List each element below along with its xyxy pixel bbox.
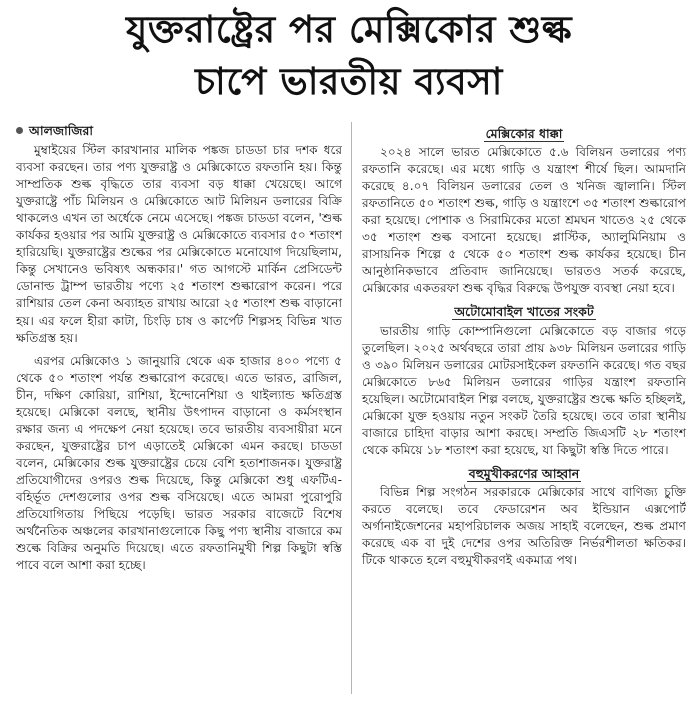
headline-line-1: যুক্তরাষ্ট্রের পর মেক্সিকোর শুল্ক — [125, 8, 573, 51]
byline — [16, 122, 342, 139]
section-heading: মেক্সিকোর ধাক্কা — [485, 126, 563, 141]
section-heading: অটোমোবাইল খাতের সংকট — [454, 304, 594, 320]
right-column — [362, 122, 686, 575]
body-paragraph: ২০২৪ সালে ভারত মেক্সিকোতে ৫.৬ বিলিয়ন ডলারের পণ্য রফতানি করেছে। এর মধ্যে গাড়ি ও যন্ত্রাংশ শীর্ষে ছিল। আমদানি করেছে ৪.০৭ বিলিয়ন ডলারের তেল ও খনিজ জ্বালানি। স্টিল রফতানিতে ৫০ শতাংশ শুল্ক, গাড়ি ও যন্ত্রাংশে ৩৫ শতাংশ শুল্কারোপ করা হয়েছে। পোশাক ও সিরামিকের মতো শ্রমঘন খাতেও ২৫ থেকে ৩৫ শতাংশ শুল্ক বসানো হয়েছে। প্লাস্টিক, অ্যালুমিনিয়াম ও রাসায়নিক শিল্পে ৫ থেকে ৫০ শতাংশ শুল্ক কার্যকর হয়েছে। চীন আনুষ্ঠানিকভাবে প্রতিবাদ জানিয়েছে। ভারতও সতর্ক করেছে, মেক্সিকোর একতরফা শুল্ক বৃদ্ধির বিরুদ্ধে উপযুক্ত ব্যবস্থা নেয়া হবে। — [362, 145, 686, 296]
bullet-icon — [16, 127, 23, 134]
byline-source: আলজাজিরা — [29, 123, 93, 138]
column-divider — [351, 122, 352, 694]
left-column — [16, 122, 342, 580]
body-paragraph: বিভিন্ন শিল্প সংগঠন সরকারকে মেক্সিকোর সাথে বাণিজ্য চুক্তি করতে বলেছে। তবে ফেডারেশন অব ইন্ডিয়ান এক্সপোর্ট অর্গানাইজেশনের মহাপরিচালক অজয় সাহাই বলেছেন, শুল্ক প্রমাণ করেছে এক বা দুই দেশের ওপর অতিরিক্ত নির্ভরশীলতা ক্ষতিকর। টিকে থাকতে হলে বহুমুখীকরণই একমাত্র পথ। — [362, 484, 686, 568]
body-paragraph: মুম্বাইয়ের স্টিল কারখানার মালিক পঙ্কজ চাডডা চার দশক ধরে ব্যবসা করছেন। তার পণ্য যুক্তরাষ্ট্র ও মেক্সিকোতে রফতানি হয়। কিন্তু সাম্প্রতিক শুল্ক বৃদ্ধিতে তার ব্যবসা বড় ধাক্কা খেয়েছে। আগে যুক্তরাষ্ট্রে পাঁচ মিলিয়ন ও মেক্সিকোতে আট মিলিয়ন ডলারের বিক্রি থাকলেও এখন তা অর্ধেকে নেমে এসেছে। পঙ্কজ চাডডা বলেন, 'শুল্ক কার্যকর হওয়ার পর আমি যুক্তরাষ্ট্র ও মেক্সিকোতে ব্যবসার ৫০ শতাংশ হারিয়েছি। যুক্তরাষ্ট্রের শুল্কের পর মেক্সিকোতে মনোযোগ দিয়েছিলাম, কিন্তু সেখানেও ভবিষ্যৎ অন্ধকার।' গত আগস্টে মার্কিন প্রেসিডেন্ট ডোনাল্ড ট্রাম্প ভারতীয় পণ্যে ২৫ শতাংশ শুল্কারোপ করেন। পরে রাশিয়ার তেল কেনা অব্যাহত রাখায় আরো ২৫ শতাংশ শুল্ক বাড়ানো হয়। এর ফলে হীরা কাটা, চিংড়ি চাষ ও কার্পেট শিল্পসহ বিভিন্ন খাত ক্ষতিগ্রস্ত হয়। — [16, 143, 342, 345]
headline-line-2: চাপে ভারতীয় ব্যবসা — [195, 60, 503, 103]
section-heading: বহুমুখীকরণের আহ্বান — [468, 465, 580, 481]
body-paragraph: এরপর মেক্সিকোও ১ জানুয়ারি থেকে এক হাজার ৪০০ পণ্যে ৫ থেকে ৫০ শতাংশ পর্যন্ত শুল্কারোপ করেছে। এতে ভারত, ব্রাজিল, চীন, দক্ষিণ কোরিয়া, রাশিয়া, ইন্দোনেশিয়া ও থাইল্যান্ড ক্ষতিগ্রস্ত হয়েছে। মেক্সিকো বলছে, স্থানীয় উৎপাদন বাড়ানো ও কর্মসংস্থান রক্ষার জন্য এ পদক্ষেপ নেয়া হয়েছে। তবে ভারতীয় ব্যবসায়ীরা মনে করছেন, যুক্তরাষ্ট্রের চাপ এড়াতেই মেক্সিকো এমন করছে। চাডডা বলেন, মেক্সিকোর শুল্ক যুক্তরাষ্ট্রের চেয়ে বেশি হতাশাজনক। যুক্তরাষ্ট্র প্রতিযোগীদের ওপরও শুল্ক দিয়েছে, কিন্তু মেক্সিকো শুধু এফটিএ-বহির্ভূত দেশগুলোর ওপর শুল্ক বসিয়েছে। এতে আমরা পুরোপুরি প্রতিযোগিতায় পিছিয়ে পড়েছি। ভারত সরকার বাজেটে বিশেষ অর্থনৈতিক অঞ্চলের কারখানাগুলোকে কিছু পণ্য স্থানীয় বাজারে কম শুল্কে বিক্রির অনুমতি দিয়েছে। এতে রফতানিমুখী শিল্প কিছুটা স্বস্তি পাবে বলে আশা করা হচ্ছে। — [16, 353, 342, 573]
body-paragraph: ভারতীয় গাড়ি কোম্পানিগুলো মেক্সিকোতে বড় বাজার গড়ে তুলেছিল। ২০২৫ অর্থবছরে তারা প্রায় ৯৩৮ মিলিয়ন ডলারের গাড়ি ও ৩৯০ মিলিয়ন ডলারের মোটরসাইকেল রফতানি করেছে। গত বছর মেক্সিকোতে ৮৬৫ মিলিয়ন ডলারের গাড়ির যন্ত্রাংশ রফতানি হয়েছিল। অটোমোবাইল শিল্প বলছে, যুক্তরাষ্ট্রের শুল্কে ক্ষতি হচ্ছিলই, মেক্সিকো যুক্ত হওয়ায় নতুন সংকট তৈরি হয়েছে। তবে তারা স্থানীয় বাজারে চাহিদা বাড়ার আশা করছে। সম্প্রতি জিএসটি ২৮ শতাংশ থেকে কমিয়ে ১৮ শতাংশ করা হয়েছে, যা কিছুটা স্বস্তি দিতে পারে। — [362, 323, 686, 457]
article-headline — [0, 4, 698, 108]
